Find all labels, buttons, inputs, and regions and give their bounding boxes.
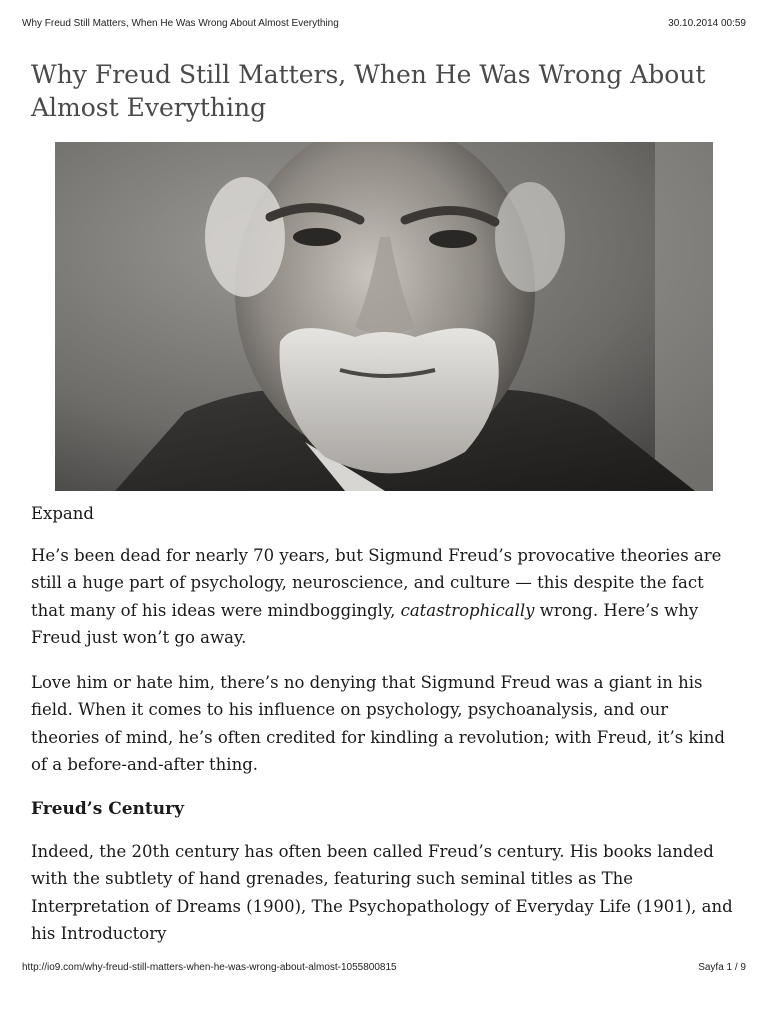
paragraph-1-emphasis: catastrophically: [400, 600, 535, 620]
article-paragraph-3: Indeed, the 20th century has often been called Freud’s century. His books landed with the subtlety of hand grenades, featuring such seminal titles as The Interpretation of Dreams (1900), The Psychopathology of Everyday Life (1901), and his Introductory: [31, 841, 733, 943]
print-footer: [22, 962, 746, 976]
print-header: [22, 18, 746, 32]
paragraph-1-text-a: He’s been dead for nearly 70 years, but Sigmund Freud’s provocative theories are still a huge part of psychology, neuroscience, and culture — this despite the fact that many of his ideas were mindboggingly,: [31, 545, 722, 620]
article-title: Why Freud Still Matters, When He Was Wrong About Almost Everything: [31, 60, 706, 122]
article-paragraph-2: Love him or hate him, there’s no denying that Sigmund Freud was a giant in his field. When it comes to his influence on psychology, psychoanalysis, and our theories of mind, he’s often credited for kindling a revolution; with Freud, it’s kind of a before-and-after thing.: [31, 672, 725, 774]
expand-link[interactable]: Expand: [31, 504, 94, 523]
article-paragraph-1: [31, 542, 741, 652]
section-heading: Freud’s Century: [31, 798, 184, 819]
article-hero-image: [55, 142, 713, 491]
article-body: [31, 500, 741, 965]
portrait-photo-icon: [55, 142, 713, 491]
print-header-date: 30.10.2014 00:59: [668, 18, 746, 29]
print-footer-url: http://io9.com/why-freud-still-matters-when-he-was-wrong-about-almost-1055800815: [22, 962, 397, 973]
print-footer-page-number: Sayfa 1 / 9: [698, 962, 746, 973]
print-header-title: Why Freud Still Matters, When He Was Wrong About Almost Everything: [22, 18, 339, 29]
paragraph-1-text-b: wrong. Here’s why Freud just won’t go away.: [31, 600, 699, 647]
